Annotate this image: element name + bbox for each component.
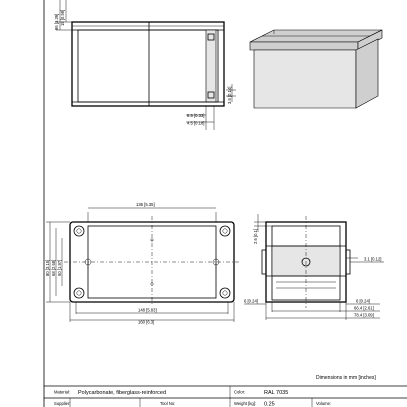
top-dim-bottom-1: 148 [5.83] (138, 307, 157, 313)
top-dim-left-3: 50 [1.97] (57, 259, 62, 276)
material-value: Polycarbonate, fiberglass-reinforced (78, 390, 167, 396)
material-label: Material: (54, 389, 71, 395)
top-view (46, 208, 240, 322)
side-view (244, 214, 384, 320)
supplier-label: Supplier: (54, 401, 71, 406)
front-dim-right-1: 3.5 [0.14] (227, 86, 232, 104)
side-dim-bottom-2: 66.4 [2.61] (354, 305, 374, 311)
top-dim-left-1: 80 [3.15] (45, 259, 50, 276)
top-dim-top: 136 [5.35] (136, 202, 155, 207)
top-dim-left-2: 68 [2.68] (51, 259, 56, 276)
side-dim-top: 2.6 [0.1] (253, 228, 258, 244)
isometric-view (250, 30, 382, 108)
front-dim-bottom-2: 4.5 [0.18] (187, 120, 205, 126)
color-label: Color: (234, 389, 246, 395)
front-dim-bottom-1: 8.5 [0.33] (187, 113, 205, 118)
side-dim-bottom-3: 78.4 [3.09] (354, 312, 374, 318)
weight-label: Weight [kg]: (234, 401, 257, 406)
dimensions-note: Dimensions in mm [inches] (316, 375, 376, 381)
volume-label: Volume: (316, 401, 332, 406)
front-view (56, 0, 236, 130)
color-value: RAL 7035 (264, 390, 289, 396)
top-dim-bottom-2: 160 [6.3] (138, 319, 155, 325)
front-dim-left-1: 86 [3.39] (54, 13, 59, 30)
side-dim-bottom-1: 6 [0.24] (356, 298, 370, 304)
weight-value: 0.25 (264, 401, 275, 407)
side-dim-right: 3.1 [0.12] (364, 256, 382, 262)
side-dim-left-bottom: 6 [0.24] (244, 298, 258, 304)
front-dim-left-2: 15 [0.59] (60, 9, 65, 26)
tool-label: Tool No: (160, 401, 176, 406)
